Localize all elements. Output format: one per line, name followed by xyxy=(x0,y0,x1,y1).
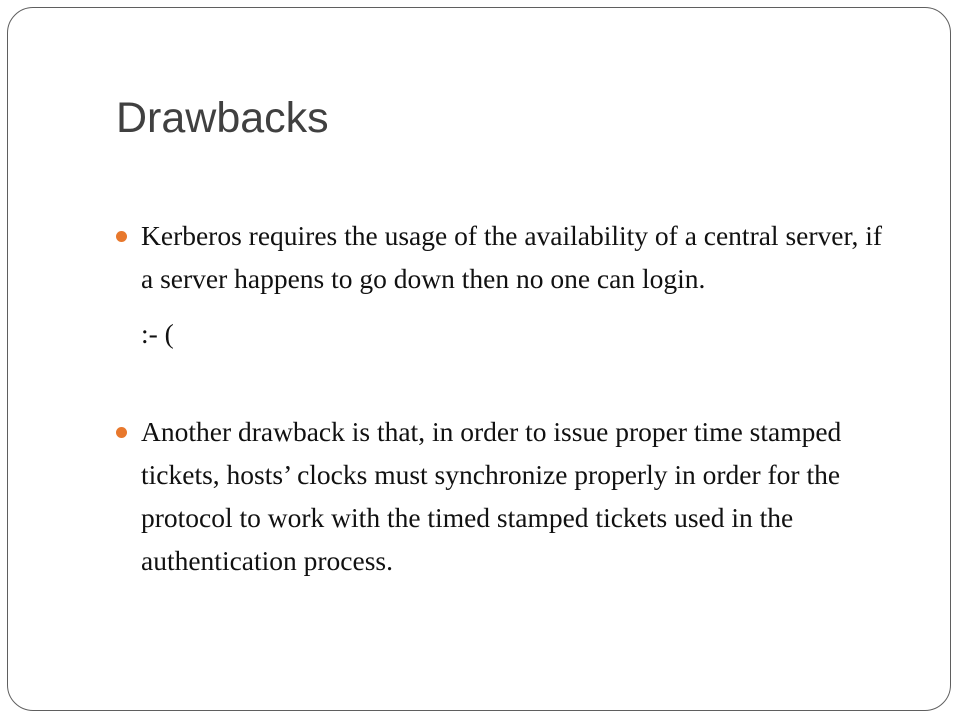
slide-body-list xyxy=(116,214,896,582)
list-item-bullet-1 xyxy=(116,214,896,300)
slide-frame xyxy=(7,7,951,711)
list-item-plain xyxy=(116,312,896,355)
bullet-text-1: Kerberos requires the usage of the availability of a central server, if a server happens to go down then no one can login. xyxy=(141,220,883,294)
slide-title: Drawbacks xyxy=(116,94,329,142)
bullet-dot-icon xyxy=(116,231,127,242)
list-item-bullet-2 xyxy=(116,410,896,582)
list-spacer xyxy=(116,367,896,410)
plain-text-emoticon: :- ( xyxy=(141,318,174,349)
bullet-dot-icon xyxy=(116,427,127,438)
bullet-text-2: Another drawback is that, in order to issue proper time stamped tickets, hosts’ clocks must synchronize properly in order for the protocol to work with the timed stamped tickets used in the authentication process. xyxy=(141,416,842,576)
